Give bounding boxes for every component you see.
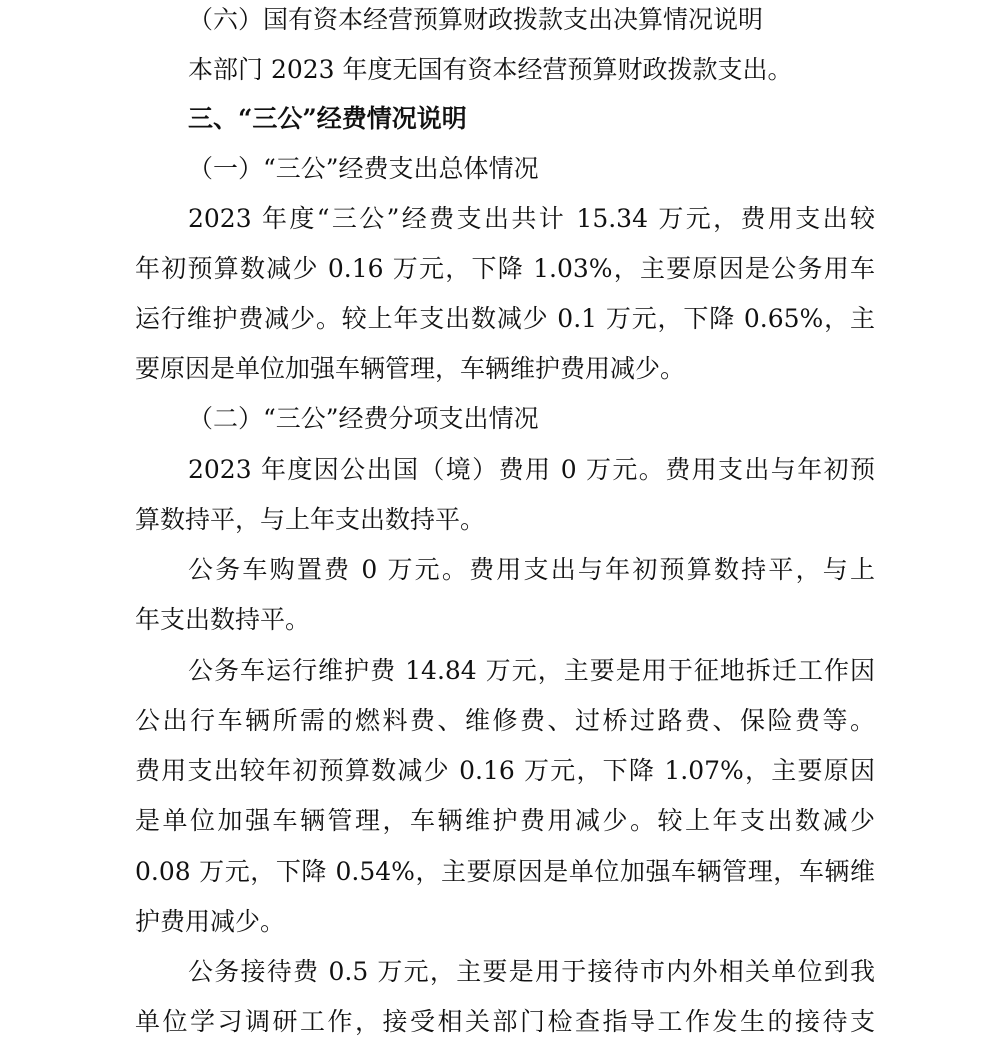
paragraph-line: 算数持平，与上年支出数持平。 bbox=[135, 505, 486, 534]
paragraph-line: 公务车购置费 0 万元。费用支出与年初预算数持平，与上 bbox=[188, 555, 875, 584]
main-heading-three: 三、“三公”经费情况说明 bbox=[188, 104, 467, 133]
paragraph-line: 2023 年度因公出国（境）费用 0 万元。费用支出与年初预 bbox=[188, 455, 875, 484]
paragraph-line: 0.08 万元，下降 0.54%，主要原因是单位加强车辆管理，车辆维 bbox=[135, 857, 875, 886]
paragraph-line: 要原因是单位加强车辆管理，车辆维护费用减少。 bbox=[135, 354, 686, 383]
paragraph-line: 公务车运行维护费 14.84 万元，主要是用于征地拆迁工作因 bbox=[188, 656, 875, 685]
subheading-2: （二）“三公”经费分项支出情况 bbox=[188, 404, 539, 433]
paragraph-line: 费用支出较年初预算数减少 0.16 万元，下降 1.07%，主要原因 bbox=[135, 756, 875, 785]
paragraph-line: 是单位加强车辆管理，车辆维护费用减少。较上年支出数减少 bbox=[135, 806, 875, 835]
paragraph-line: 公出行车辆所需的燃料费、维修费、过桥过路费、保险费等。 bbox=[135, 706, 875, 735]
paragraph-line: 护费用减少。 bbox=[135, 907, 286, 936]
section-heading-6: （六）国有资本经营预算财政拨款支出决算情况说明 bbox=[188, 5, 764, 34]
paragraph-line: 年支出数持平。 bbox=[135, 605, 311, 634]
paragraph-line: 公务接待费 0.5 万元，主要是用于接待市内外相关单位到我 bbox=[188, 957, 875, 986]
paragraph-line: 2023 年度“三公”经费支出共计 15.34 万元，费用支出较 bbox=[188, 204, 875, 233]
subheading-1: （一）“三公”经费支出总体情况 bbox=[188, 154, 539, 183]
paragraph-line: 年初预算数减少 0.16 万元，下降 1.03%，主要原因是公务用车 bbox=[135, 254, 875, 283]
paragraph-line: 本部门 2023 年度无国有资本经营预算财政拨款支出。 bbox=[188, 55, 793, 84]
paragraph-line: 运行维护费减少。较上年支出数减少 0.1 万元，下降 0.65%，主 bbox=[135, 304, 875, 333]
paragraph-line: 单位学习调研工作，接受相关部门检查指导工作发生的接待支 bbox=[135, 1007, 875, 1036]
